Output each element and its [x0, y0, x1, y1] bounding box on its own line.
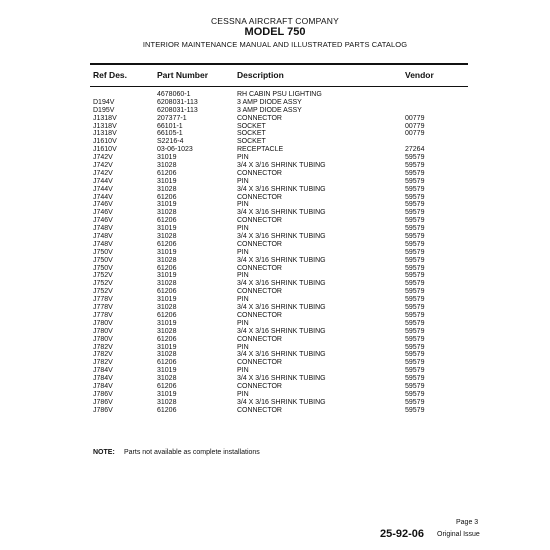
- table-row: [0, 107, 550, 115]
- vendor-cell: 59579: [405, 185, 425, 193]
- table-row: [0, 217, 550, 225]
- description-cell: PIN: [237, 177, 249, 185]
- ref-des-cell: J778V: [93, 296, 113, 304]
- vendor-cell: 59579: [405, 296, 425, 304]
- model-title: MODEL 750: [244, 26, 306, 38]
- table-row: [0, 146, 550, 154]
- table-top-rule: [90, 63, 468, 65]
- part-number-cell: 61206: [157, 169, 177, 177]
- table-row: [0, 162, 550, 170]
- part-number-cell: 61206: [157, 264, 177, 272]
- vendor-cell: 59579: [405, 359, 425, 367]
- vendor-cell: 59579: [405, 264, 425, 272]
- table-row: [0, 170, 550, 178]
- part-number-cell: 31019: [157, 390, 177, 398]
- vendor-cell: 00779: [405, 130, 425, 138]
- table-row: [0, 383, 550, 391]
- table-row: [0, 280, 550, 288]
- part-number-cell: 31019: [157, 367, 177, 375]
- part-number-cell: 61206: [157, 335, 177, 343]
- part-number-cell: 31028: [157, 327, 177, 335]
- table-row: [0, 201, 550, 209]
- description-cell: SOCKET: [237, 138, 266, 146]
- ref-des-cell: J1610V: [93, 146, 117, 154]
- vendor-cell: 59579: [405, 225, 425, 233]
- part-number-cell: 31028: [157, 375, 177, 383]
- description-cell: CONNECTOR: [237, 335, 282, 343]
- description-cell: PIN: [237, 201, 249, 209]
- vendor-cell: 59579: [405, 351, 425, 359]
- table-row: [0, 91, 550, 99]
- table-row: [0, 186, 550, 194]
- table-row: [0, 130, 550, 138]
- vendor-cell: 59579: [405, 272, 425, 280]
- ref-des-cell: J782V: [93, 359, 113, 367]
- table-row: [0, 288, 550, 296]
- table-row: [0, 225, 550, 233]
- description-cell: PIN: [237, 367, 249, 375]
- part-number-cell: 61206: [157, 311, 177, 319]
- table-header-rule: [90, 86, 468, 87]
- part-number-cell: 31028: [157, 256, 177, 264]
- ref-des-cell: D194V: [93, 98, 115, 106]
- ref-des-cell: J752V: [93, 280, 113, 288]
- description-cell: 3/4 X 3/16 SHRINK TUBING: [237, 185, 326, 193]
- part-number-cell: 31019: [157, 225, 177, 233]
- vendor-cell: 59579: [405, 154, 425, 162]
- description-cell: RECEPTACLE: [237, 146, 284, 154]
- table-row: [0, 407, 550, 415]
- table-row: [0, 344, 550, 352]
- table-row: [0, 351, 550, 359]
- description-cell: PIN: [237, 343, 249, 351]
- description-cell: 3/4 X 3/16 SHRINK TUBING: [237, 280, 326, 288]
- vendor-cell: 59579: [405, 177, 425, 185]
- part-number-cell: S2216-4: [157, 138, 184, 146]
- table-row: [0, 391, 550, 399]
- description-cell: CONNECTOR: [237, 359, 282, 367]
- part-number-cell: 31019: [157, 272, 177, 280]
- table-row: [0, 320, 550, 328]
- table-row: [0, 296, 550, 304]
- description-cell: 3/4 X 3/16 SHRINK TUBING: [237, 351, 326, 359]
- description-cell: PIN: [237, 319, 249, 327]
- vendor-cell: 59579: [405, 367, 425, 375]
- table-row: [0, 312, 550, 320]
- description-cell: CONNECTOR: [237, 382, 282, 390]
- vendor-cell: 59579: [405, 240, 425, 248]
- vendor-cell: 59579: [405, 335, 425, 343]
- vendor-cell: 59579: [405, 233, 425, 241]
- part-number-cell: 31019: [157, 201, 177, 209]
- part-number-cell: 4678060-1: [157, 91, 191, 98]
- description-cell: CONNECTOR: [237, 240, 282, 248]
- vendor-cell: 59579: [405, 390, 425, 398]
- description-cell: 3/4 X 3/16 SHRINK TUBING: [237, 162, 326, 170]
- part-number-cell: 31019: [157, 177, 177, 185]
- ref-des-cell: J1318V: [93, 130, 117, 138]
- description-cell: CONNECTOR: [237, 193, 282, 201]
- part-number-cell: 6208031-113: [157, 106, 198, 114]
- ref-des-cell: J782V: [93, 343, 113, 351]
- issue-status: Original Issue: [437, 531, 480, 538]
- vendor-cell: 59579: [405, 193, 425, 201]
- vendor-cell: 59579: [405, 375, 425, 383]
- part-number-cell: 66101-1: [157, 122, 183, 130]
- part-number-cell: 31019: [157, 154, 177, 162]
- description-cell: 3/4 X 3/16 SHRINK TUBING: [237, 256, 326, 264]
- description-cell: PIN: [237, 154, 249, 162]
- table-row: [0, 241, 550, 249]
- column-header-part-number: Part Number: [157, 70, 209, 80]
- part-number-cell: 31019: [157, 296, 177, 304]
- table-row: [0, 123, 550, 131]
- table-row: [0, 257, 550, 265]
- column-header-description: Description: [237, 70, 284, 80]
- part-number-cell: 61206: [157, 382, 177, 390]
- ref-des-cell: J748V: [93, 233, 113, 241]
- table-row: [0, 328, 550, 336]
- vendor-cell: 59579: [405, 304, 425, 312]
- table-row: [0, 336, 550, 344]
- ref-des-cell: J778V: [93, 311, 113, 319]
- ref-des-cell: J742V: [93, 162, 113, 170]
- table-row: [0, 304, 550, 312]
- part-number-cell: 31028: [157, 162, 177, 170]
- part-number-cell: 31028: [157, 280, 177, 288]
- ref-des-cell: J744V: [93, 177, 113, 185]
- part-number-cell: 31028: [157, 209, 177, 217]
- ref-des-cell: J742V: [93, 154, 113, 162]
- part-number-cell: 31028: [157, 304, 177, 312]
- description-cell: CONNECTOR: [237, 169, 282, 177]
- description-cell: PIN: [237, 272, 249, 280]
- part-number-cell: 66105-1: [157, 130, 183, 138]
- ref-des-cell: J784V: [93, 382, 113, 390]
- ref-des-cell: D195V: [93, 106, 115, 114]
- ref-des-cell: J750V: [93, 248, 113, 256]
- table-row: [0, 399, 550, 407]
- ref-des-cell: J1318V: [93, 114, 117, 122]
- vendor-cell: 59579: [405, 319, 425, 327]
- table-row: [0, 272, 550, 280]
- part-number-cell: 03-06-1023: [157, 146, 193, 154]
- part-number-cell: 31019: [157, 319, 177, 327]
- table-row: [0, 178, 550, 186]
- vendor-cell: 59579: [405, 288, 425, 296]
- description-cell: 3/4 X 3/16 SHRINK TUBING: [237, 398, 326, 406]
- description-cell: CONNECTOR: [237, 114, 282, 122]
- part-number-cell: 207377-1: [157, 114, 187, 122]
- ref-des-cell: J786V: [93, 398, 113, 406]
- vendor-cell: 00779: [405, 114, 425, 122]
- part-number-cell: 31019: [157, 343, 177, 351]
- description-cell: PIN: [237, 225, 249, 233]
- vendor-cell: 59579: [405, 398, 425, 406]
- ref-des-cell: J786V: [93, 390, 113, 398]
- description-cell: PIN: [237, 390, 249, 398]
- description-cell: 3/4 X 3/16 SHRINK TUBING: [237, 375, 326, 383]
- vendor-cell: 59579: [405, 343, 425, 351]
- description-cell: RH CABIN PSU LIGHTING: [237, 91, 322, 98]
- description-cell: PIN: [237, 296, 249, 304]
- vendor-cell: 27264: [405, 146, 425, 154]
- parts-table-body: [0, 91, 550, 415]
- ref-des-cell: J742V: [93, 169, 113, 177]
- ref-des-cell: J750V: [93, 256, 113, 264]
- ref-des-cell: J748V: [93, 225, 113, 233]
- description-cell: 3/4 X 3/16 SHRINK TUBING: [237, 327, 326, 335]
- vendor-cell: 59579: [405, 327, 425, 335]
- chapter-code: 25-92-06: [380, 528, 425, 540]
- description-cell: 3/4 X 3/16 SHRINK TUBING: [237, 233, 326, 241]
- table-row: [0, 209, 550, 217]
- table-row: [0, 99, 550, 107]
- table-row: [0, 265, 550, 273]
- ref-des-cell: J786V: [93, 406, 113, 414]
- ref-des-cell: J780V: [93, 319, 113, 327]
- ref-des-cell: J780V: [93, 327, 113, 335]
- ref-des-cell: J1318V: [93, 122, 117, 130]
- vendor-cell: 59579: [405, 280, 425, 288]
- table-row: [0, 375, 550, 383]
- part-number-cell: 31028: [157, 233, 177, 241]
- description-cell: 3/4 X 3/16 SHRINK TUBING: [237, 304, 326, 312]
- part-number-cell: 61206: [157, 217, 177, 225]
- ref-des-cell: J780V: [93, 335, 113, 343]
- description-cell: 3/4 X 3/16 SHRINK TUBING: [237, 209, 326, 217]
- page-number: Page 3: [456, 519, 479, 526]
- table-row: [0, 249, 550, 257]
- vendor-cell: 59579: [405, 311, 425, 319]
- part-number-cell: 31019: [157, 248, 177, 256]
- part-number-cell: 61206: [157, 288, 177, 296]
- part-number-cell: 61206: [157, 240, 177, 248]
- description-cell: PIN: [237, 248, 249, 256]
- part-number-cell: 6208031-113: [157, 98, 198, 106]
- description-cell: SOCKET: [237, 130, 266, 138]
- part-number-cell: 61206: [157, 359, 177, 367]
- ref-des-cell: J752V: [93, 272, 113, 280]
- part-number-cell: 61206: [157, 406, 177, 414]
- ref-des-cell: J750V: [93, 264, 113, 272]
- part-number-cell: 31028: [157, 351, 177, 359]
- table-row: [0, 154, 550, 162]
- table-row: [0, 138, 550, 146]
- ref-des-cell: J782V: [93, 351, 113, 359]
- vendor-cell: 59579: [405, 217, 425, 225]
- description-cell: SOCKET: [237, 122, 266, 130]
- vendor-cell: 59579: [405, 382, 425, 390]
- description-cell: CONNECTOR: [237, 311, 282, 319]
- part-number-cell: 31028: [157, 185, 177, 193]
- note-label: NOTE:: [93, 449, 115, 456]
- vendor-cell: 59579: [405, 201, 425, 209]
- ref-des-cell: J746V: [93, 217, 113, 225]
- description-cell: CONNECTOR: [237, 406, 282, 414]
- description-cell: 3 AMP DIODE ASSY: [237, 106, 302, 114]
- ref-des-cell: J746V: [93, 209, 113, 217]
- vendor-cell: 59579: [405, 209, 425, 217]
- part-number-cell: 31028: [157, 398, 177, 406]
- ref-des-cell: J746V: [93, 201, 113, 209]
- description-cell: 3 AMP DIODE ASSY: [237, 98, 302, 106]
- column-header-ref-des: Ref Des.: [93, 70, 128, 80]
- ref-des-cell: J744V: [93, 185, 113, 193]
- ref-des-cell: J778V: [93, 304, 113, 312]
- column-header-vendor: Vendor: [405, 70, 434, 80]
- ref-des-cell: J1610V: [93, 138, 117, 146]
- vendor-cell: 59579: [405, 169, 425, 177]
- table-row: [0, 194, 550, 202]
- table-row: [0, 359, 550, 367]
- ref-des-cell: J748V: [93, 240, 113, 248]
- vendor-cell: 59579: [405, 248, 425, 256]
- table-row: [0, 115, 550, 123]
- company-name: CESSNA AIRCRAFT COMPANY: [210, 16, 340, 26]
- description-cell: CONNECTOR: [237, 264, 282, 272]
- vendor-cell: 59579: [405, 162, 425, 170]
- description-cell: CONNECTOR: [237, 288, 282, 296]
- ref-des-cell: J784V: [93, 375, 113, 383]
- table-row: [0, 233, 550, 241]
- manual-title: INTERIOR MAINTENANCE MANUAL AND ILLUSTRATED PARTS CATALOG: [142, 40, 408, 49]
- description-cell: CONNECTOR: [237, 217, 282, 225]
- vendor-cell: 59579: [405, 256, 425, 264]
- note-text: Parts not available as complete installations: [124, 449, 260, 456]
- table-row: [0, 367, 550, 375]
- ref-des-cell: J744V: [93, 193, 113, 201]
- ref-des-cell: J784V: [93, 367, 113, 375]
- part-number-cell: 61206: [157, 193, 177, 201]
- ref-des-cell: J752V: [93, 288, 113, 296]
- vendor-cell: 59579: [405, 406, 425, 414]
- vendor-cell: 00779: [405, 122, 425, 130]
